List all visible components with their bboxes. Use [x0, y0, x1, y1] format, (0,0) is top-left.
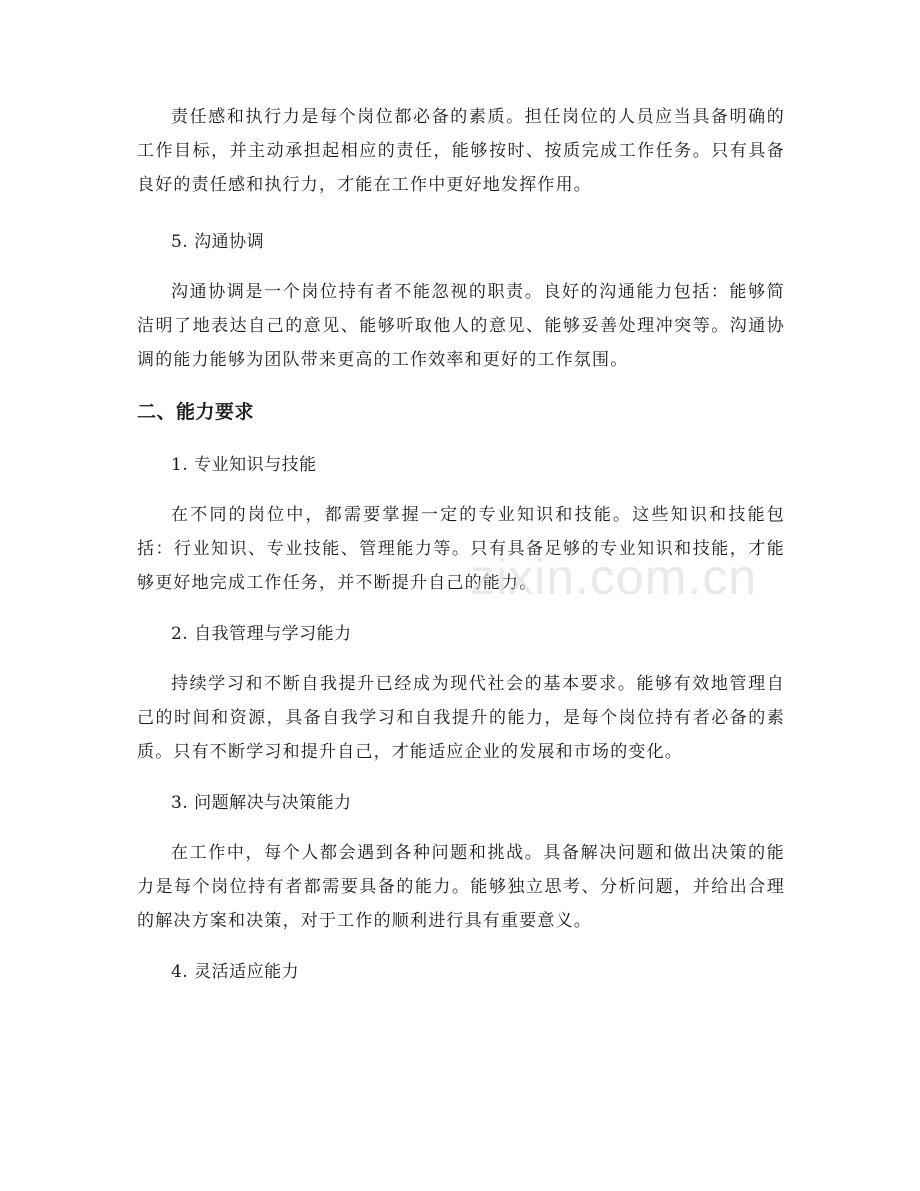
list-item-professional-skills: 1. 专业知识与技能 [171, 455, 317, 475]
paragraph-communication: 沟通协调是一个岗位持有者不能忽视的职责。良好的沟通能力包括：能够简洁明了地表达自己的意见、能够听取他人的意见、能够妥善处理冲突等。沟通协调的能力能够为团队带来更高的工作效率和更好的工作氛围。 [137, 282, 785, 370]
list-item-problem-solving: 3. 问题解决与决策能力 [171, 793, 352, 813]
list-item-communication: 5. 沟通协调 [171, 232, 265, 252]
paragraph-problem-solving: 在工作中，每个人都会遇到各种问题和挑战。具备解决问题和做出决策的能力是每个岗位持有者都需要具备的能力。能够独立思考、分析问题，并给出合理的解决方案和决策，对于工作的顺利进行具有重要意义。 [137, 843, 785, 931]
list-item-self-management: 2. 自我管理与学习能力 [171, 624, 352, 644]
paragraph-responsibility: 责任感和执行力是每个岗位都必备的素质。担任岗位的人员应当具备明确的工作目标，并主动承担起相应的责任，能够按时、按质完成工作任务。只有具备良好的责任感和执行力，才能在工作中更好地发挥作用。 [137, 107, 785, 195]
watermark-logo: zixin.com.cn [470, 549, 758, 605]
paragraph-professional-skills: 在不同的岗位中，都需要掌握一定的专业知识和技能。这些知识和技能包括：行业知识、专业技能、管理能力等。只有具备足够的专业知识和技能，才能够更好地完成工作任务，并不断提升自己的能力。 [137, 505, 785, 593]
paragraph-self-management: 持续学习和不断自我提升已经成为现代社会的基本要求。能够有效地管理自己的时间和资源，具备自我学习和自我提升的能力，是每个岗位持有者必备的素质。只有不断学习和提升自己，才能适应企业的发展和市场的变化。 [137, 674, 785, 762]
list-item-adaptability: 4. 灵活适应能力 [171, 962, 300, 982]
section-heading-ability-requirements: 二、能力要求 [137, 401, 255, 423]
